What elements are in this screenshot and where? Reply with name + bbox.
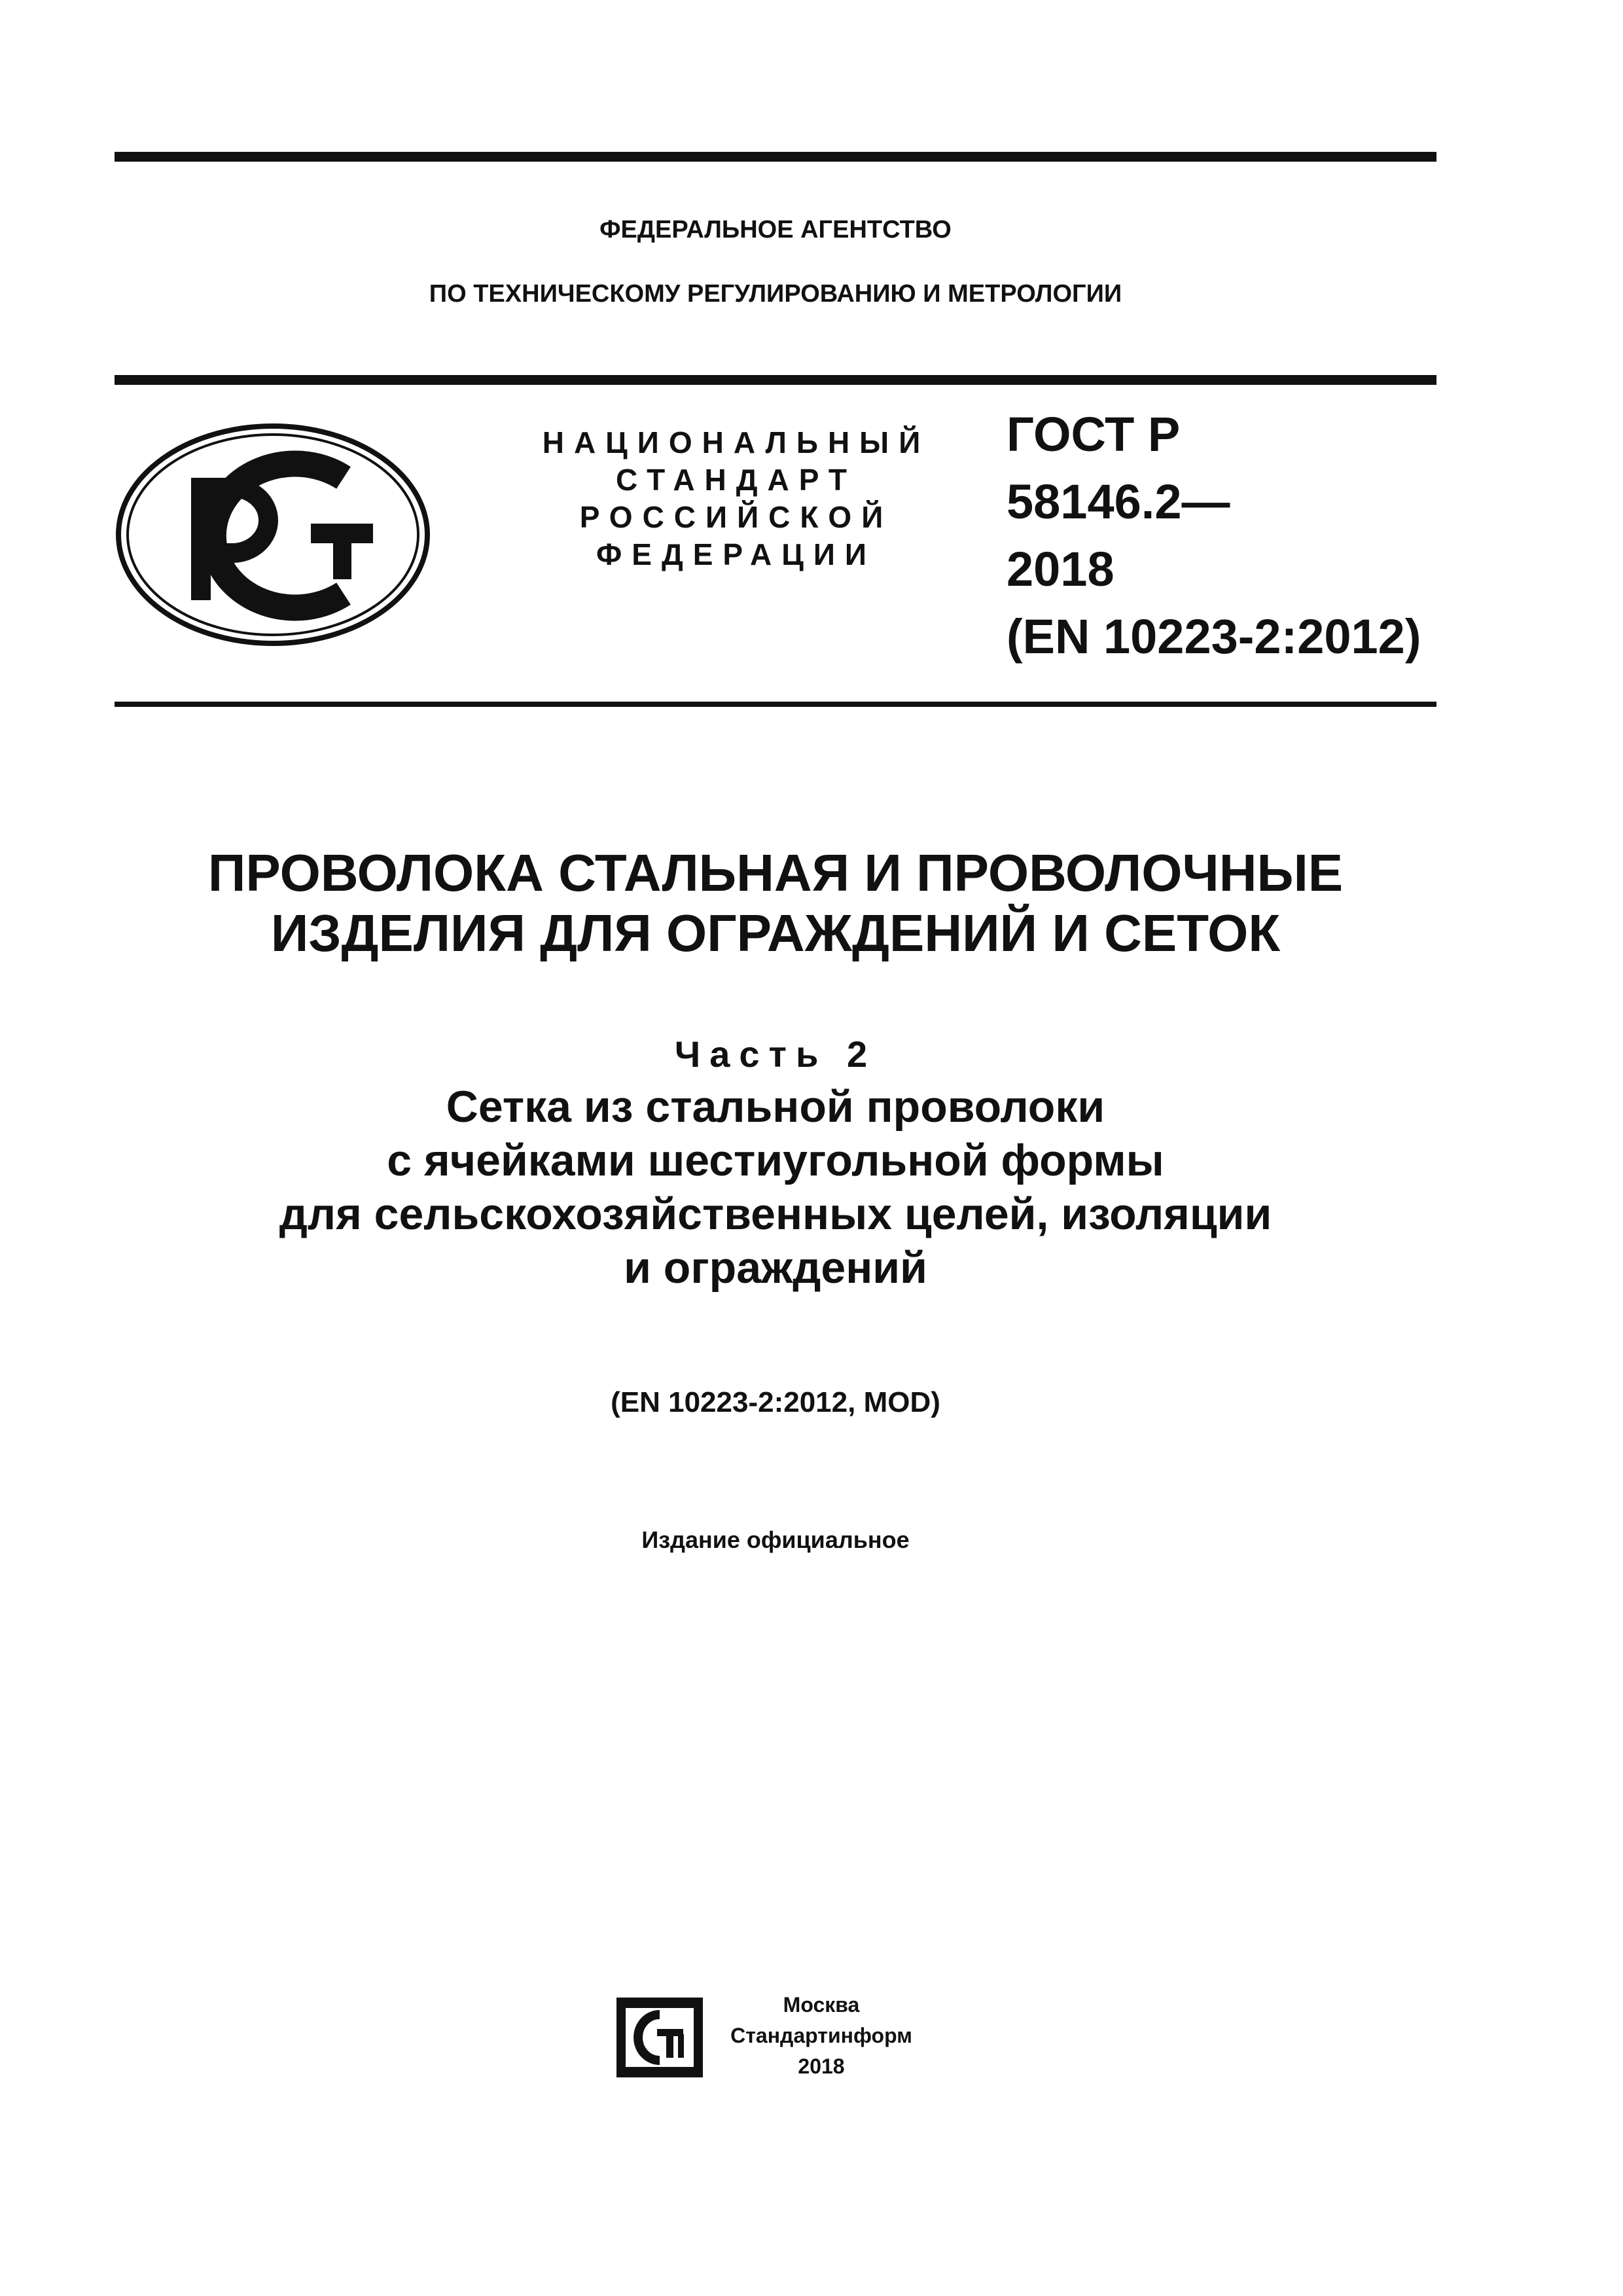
standard-designation [1007,401,1432,670]
middle-divider [115,375,1436,385]
document-title [115,843,1436,963]
designation-line-2: 58146.2— [1007,475,1230,529]
international-reference: (EN 10223-2:2012, MOD) [611,1386,940,1418]
publisher-name: Стандартинформ [730,2024,912,2047]
designation-line-4: (EN 10223-2:2012) [1007,609,1421,664]
national-standard-line-1: НАЦИОНАЛЬНЫЙ [542,425,931,459]
title-line-2: ИЗДЕЛИЯ ДЛЯ ОГРАЖДЕНИЙ И СЕТОК [270,904,1281,962]
subtitle-line-4: и ограждений [624,1243,927,1293]
subtitle-line-2: с ячейками шестиугольной формы [387,1136,1164,1185]
edition-label: Издание официальное [641,1526,910,1553]
subtitle-line-3: для сельскохозяйственных целей, изоляции [279,1189,1272,1239]
lower-divider [115,702,1436,707]
designation-line-3: 2018 [1007,542,1115,596]
national-standard-line-4: ФЕДЕРАЦИИ [596,537,876,571]
publisher-city: Москва [783,1993,860,2017]
national-standard-line-3: РОССИЙСКОЙ [579,500,893,534]
top-divider [115,152,1436,162]
agency-line-2: ПО ТЕХНИЧЕСКОМУ РЕГУЛИРОВАНИЮ И МЕТРОЛОГИИ [429,280,1122,308]
rst-conformity-mark-icon [115,422,432,648]
designation-line-1: ГОСТ Р [1007,407,1181,461]
publisher-year: 2018 [798,2054,845,2078]
sti-publisher-logo-icon [614,1995,705,2080]
publisher-info [720,1990,923,2082]
national-standard-line-2: СТАНДАРТ [616,463,857,497]
national-standard-label [517,424,955,573]
agency-line-1: ФЕДЕРАЛЬНОЕ АГЕНТСТВО [599,216,952,243]
subtitle-line-1: Сетка из стальной проволоки [446,1082,1105,1132]
part-label: Часть 2 [674,1033,877,1075]
document-subtitle [115,1080,1436,1295]
title-line-1: ПРОВОЛОКА СТАЛЬНАЯ И ПРОВОЛОЧНЫЕ [207,844,1344,902]
